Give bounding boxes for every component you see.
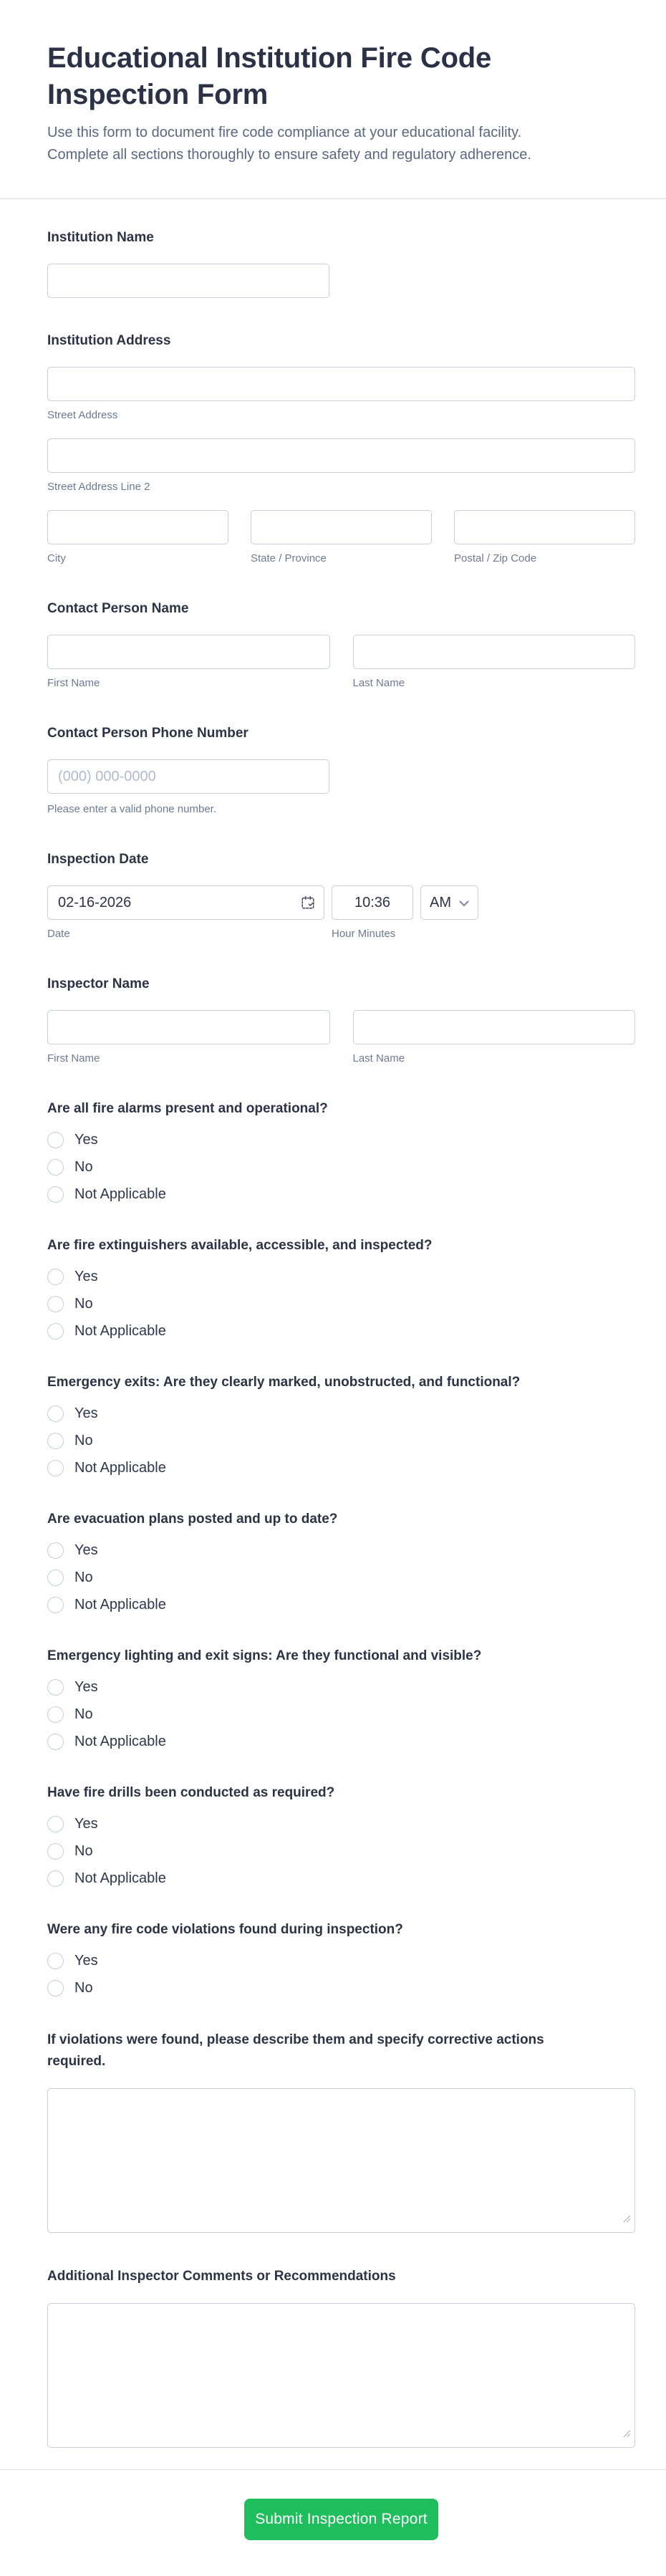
- page-subtitle-line1: Use this form to document fire code compliance at your educational facility.: [47, 125, 522, 140]
- radio-questions: [47, 1099, 635, 1996]
- ampm-select[interactable]: [420, 885, 478, 920]
- radio-button-icon[interactable]: [47, 1159, 64, 1176]
- inspector-last-name-field: [353, 1010, 636, 1066]
- comments-textarea-wrap: [47, 2303, 635, 2448]
- radio-question: [47, 1099, 635, 1203]
- radio-button-icon[interactable]: [47, 1405, 64, 1422]
- radio-option[interactable]: [47, 1980, 635, 1996]
- radio-button-icon[interactable]: [47, 1816, 64, 1832]
- radio-option-label: Not Applicable: [74, 1186, 166, 1202]
- phone-helper-text: Please enter a valid phone number.: [47, 803, 216, 815]
- form-header: [0, 0, 666, 166]
- last-name-sublabel: Last Name: [352, 677, 405, 689]
- radio-button-icon[interactable]: [47, 1597, 64, 1613]
- question-label: Contact Person Name: [47, 601, 189, 616]
- inspection-date-row: [47, 885, 635, 920]
- street-address-input[interactable]: [47, 367, 635, 401]
- question-label: Are all fire alarms present and operational?: [47, 1101, 328, 1116]
- question-inspector-name: [47, 974, 635, 1066]
- question-label: Additional Inspector Comments or Recommendations: [47, 2269, 396, 2284]
- city-state-zip-row: [47, 510, 635, 566]
- radio-button-icon[interactable]: [47, 1980, 64, 1996]
- street-address-line2-input[interactable]: [47, 438, 635, 473]
- postal-input[interactable]: [454, 510, 635, 544]
- street-address-sublabel: Street Address: [47, 409, 118, 421]
- question-label: Have fire drills been conducted as required?: [47, 1785, 335, 1800]
- first-name-sublabel: First Name: [47, 1052, 100, 1064]
- comments-textarea[interactable]: [47, 2303, 635, 2448]
- phone-input[interactable]: [47, 759, 329, 794]
- question-label: Are evacuation plans posted and up to date?: [47, 1512, 338, 1527]
- radio-option-label: Not Applicable: [74, 1734, 166, 1749]
- question-label: Contact Person Phone Number: [47, 726, 248, 741]
- radio-option-label: Not Applicable: [74, 1323, 166, 1339]
- radio-option-label: No: [74, 1706, 93, 1722]
- contact-first-name-input[interactable]: [47, 635, 330, 669]
- radio-option[interactable]: [47, 1460, 635, 1476]
- radio-button-icon[interactable]: [47, 1269, 64, 1285]
- date-sublabel-row: [47, 920, 635, 941]
- state-field: [251, 510, 432, 566]
- radio-option[interactable]: [47, 1132, 635, 1148]
- state-sublabel: State / Province: [251, 552, 327, 564]
- radio-question: [47, 1509, 635, 1613]
- date-field: [47, 885, 324, 920]
- radio-options: [47, 1542, 635, 1613]
- submit-row: [0, 2499, 666, 2540]
- radio-option[interactable]: [47, 1597, 635, 1613]
- postal-sublabel: Postal / Zip Code: [454, 552, 537, 564]
- radio-button-icon[interactable]: [47, 1843, 64, 1860]
- radio-option[interactable]: [47, 1323, 635, 1340]
- question-institution-name: [47, 228, 635, 298]
- radio-option[interactable]: [47, 1570, 635, 1586]
- radio-options: [47, 1679, 635, 1750]
- street-address2-sublabel: Street Address Line 2: [47, 481, 150, 493]
- radio-button-icon[interactable]: [47, 1323, 64, 1340]
- radio-option-label: Yes: [74, 1542, 98, 1558]
- radio-button-icon[interactable]: [47, 1542, 64, 1559]
- question-label: [47, 2029, 635, 2072]
- radio-button-icon[interactable]: [47, 1296, 64, 1312]
- radio-button-icon[interactable]: [47, 1460, 64, 1476]
- radio-options: [47, 1405, 635, 1476]
- contact-name-row: [47, 635, 635, 691]
- inspector-last-name-input[interactable]: [353, 1010, 636, 1044]
- radio-option-label: Yes: [74, 1953, 98, 1969]
- violations-label-line2: required.: [47, 2054, 106, 2069]
- radio-option[interactable]: [47, 1186, 635, 1203]
- radio-option[interactable]: [47, 1679, 635, 1696]
- radio-option-label: Yes: [74, 1405, 98, 1421]
- first-name-sublabel: First Name: [47, 677, 100, 689]
- question-contact-name: [47, 599, 635, 691]
- question-label: Were any fire code violations found during inspection?: [47, 1922, 403, 1937]
- radio-button-icon[interactable]: [47, 1734, 64, 1750]
- city-sublabel: City: [47, 552, 66, 564]
- city-input[interactable]: [47, 510, 228, 544]
- radio-option-label: Yes: [74, 1269, 98, 1284]
- radio-options: [47, 1132, 635, 1203]
- time-input[interactable]: [332, 885, 413, 920]
- radio-option[interactable]: [47, 1296, 635, 1312]
- date-input[interactable]: [47, 885, 324, 920]
- page-title-line2: Inspection Form: [47, 79, 269, 110]
- radio-option[interactable]: [47, 1405, 635, 1422]
- radio-option[interactable]: [47, 1734, 635, 1750]
- contact-last-name-input[interactable]: [353, 635, 636, 669]
- state-input[interactable]: [251, 510, 432, 544]
- radio-button-icon[interactable]: [47, 1186, 64, 1203]
- radio-option[interactable]: [47, 1433, 635, 1449]
- radio-option-label: Not Applicable: [74, 1597, 166, 1613]
- header-divider: [0, 198, 666, 199]
- question-label: Inspection Date: [47, 852, 149, 867]
- page-subtitle: [47, 122, 635, 166]
- city-field: [47, 510, 228, 566]
- last-name-sublabel: Last Name: [352, 1052, 405, 1064]
- radio-button-icon[interactable]: [47, 1132, 64, 1148]
- ampm-value: AM: [430, 894, 451, 910]
- question-label: Institution Address: [47, 333, 171, 348]
- inspector-first-name-field: [47, 1010, 330, 1066]
- radio-button-icon[interactable]: [47, 1679, 64, 1696]
- street-address2-field: [47, 438, 635, 494]
- radio-question: [47, 1236, 635, 1340]
- radio-option-label: Yes: [74, 1132, 98, 1148]
- violations-textarea[interactable]: [47, 2088, 635, 2233]
- radio-option-label: Not Applicable: [74, 1460, 166, 1476]
- radio-option[interactable]: [47, 1843, 635, 1860]
- radio-option-label: No: [74, 1570, 93, 1585]
- radio-option-label: Yes: [74, 1679, 98, 1695]
- question-institution-address: [47, 331, 635, 566]
- form-body: [0, 228, 666, 2448]
- question-label: Are fire extinguishers available, accessible, and inspected?: [47, 1238, 433, 1253]
- radio-option[interactable]: [47, 1542, 635, 1559]
- radio-options: [47, 1953, 635, 1996]
- question-label: Emergency exits: Are they clearly marked, unobstructed, and functional?: [47, 1375, 521, 1390]
- radio-option-label: No: [74, 1296, 93, 1312]
- radio-button-icon[interactable]: [47, 1953, 64, 1969]
- question-label: Emergency lighting and exit signs: Are they functional and visible?: [47, 1648, 482, 1663]
- violations-label-line1: If violations were found, please describe them and specify corrective actions: [47, 2032, 544, 2047]
- radio-question: [47, 1646, 635, 1750]
- radio-options: [47, 1269, 635, 1340]
- radio-option-label: Not Applicable: [74, 1870, 166, 1886]
- radio-option[interactable]: [47, 1870, 635, 1887]
- contact-last-name-field: [353, 635, 636, 691]
- violations-textarea-wrap: [47, 2088, 635, 2233]
- page-title-line1: Educational Institution Fire Code: [47, 42, 492, 74]
- question-violations-detail: [47, 2029, 635, 2233]
- radio-option-label: No: [74, 1980, 93, 1996]
- question-label: Institution Name: [47, 230, 154, 245]
- page-title: [47, 0, 635, 113]
- radio-button-icon[interactable]: [47, 1706, 64, 1723]
- radio-option-label: No: [74, 1843, 93, 1859]
- date-sublabel: Date: [47, 928, 70, 940]
- page-subtitle-line2: Complete all sections thoroughly to ensure safety and regulatory adherence.: [47, 147, 531, 163]
- institution-name-input[interactable]: [47, 264, 329, 298]
- radio-question: [47, 1373, 635, 1476]
- calendar-check-icon[interactable]: [300, 895, 316, 910]
- submit-button[interactable]: Submit Inspection Report: [244, 2499, 438, 2540]
- radio-option[interactable]: [47, 1816, 635, 1832]
- street-address-field: [47, 367, 635, 423]
- inspector-name-row: [47, 1010, 635, 1066]
- chevron-down-icon: [459, 895, 469, 911]
- inspector-first-name-input[interactable]: [47, 1010, 330, 1044]
- time-sublabel: Hour Minutes: [332, 928, 396, 940]
- postal-field: [454, 510, 635, 566]
- question-comments: [47, 2266, 635, 2448]
- resize-handle-icon[interactable]: [623, 2428, 631, 2441]
- question-contact-phone: [47, 724, 635, 817]
- question-label: Inspector Name: [47, 976, 150, 991]
- radio-option-label: Yes: [74, 1816, 98, 1832]
- contact-first-name-field: [47, 635, 330, 691]
- radio-option-label: No: [74, 1159, 93, 1175]
- radio-option-label: No: [74, 1433, 93, 1448]
- radio-option[interactable]: [47, 1953, 635, 1969]
- radio-button-icon[interactable]: [47, 1870, 64, 1887]
- radio-option[interactable]: [47, 1706, 635, 1723]
- radio-button-icon[interactable]: [47, 1570, 64, 1586]
- footer-divider: [0, 2469, 666, 2470]
- radio-question: [47, 1783, 635, 1887]
- resize-handle-icon[interactable]: [623, 2214, 631, 2226]
- radio-options: [47, 1816, 635, 1887]
- radio-button-icon[interactable]: [47, 1433, 64, 1449]
- radio-option[interactable]: [47, 1269, 635, 1285]
- radio-option[interactable]: [47, 1159, 635, 1176]
- radio-question: [47, 1920, 635, 1996]
- question-inspection-date: [47, 850, 635, 941]
